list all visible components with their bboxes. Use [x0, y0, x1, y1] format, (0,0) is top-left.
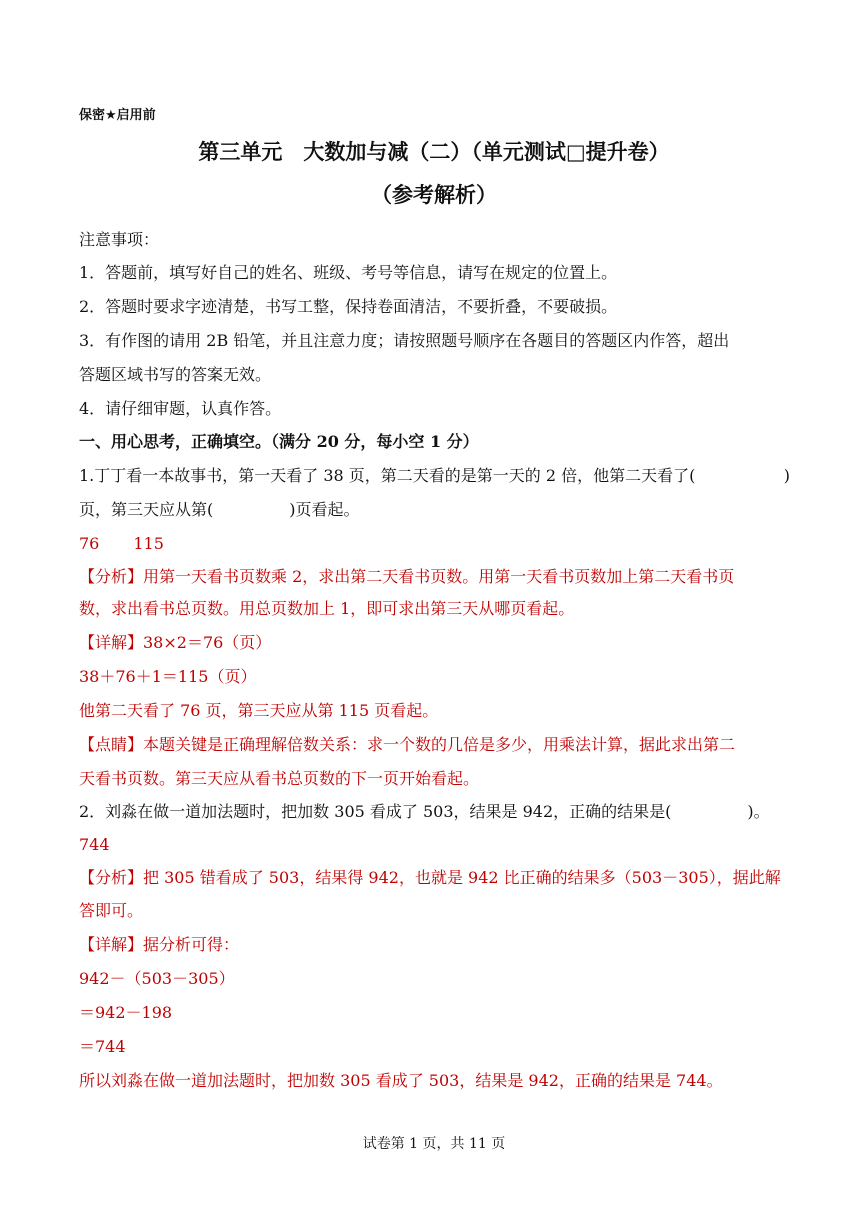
- question-1-stem: [79, 465, 790, 487]
- question-1-stem-part-b: )页看起。: [289, 500, 360, 519]
- page-footer: 试卷第 1 页，共 11 页: [362, 1136, 506, 1152]
- note-item-3: 3．有作图的请用 2B 铅笔，并且注意力度；请按照题号顺序在各题目的答题区内作答，超出: [79, 331, 730, 350]
- note-item-1: 1．答题前，填写好自己的姓名、班级、考号等信息，请写在规定的位置上。: [79, 263, 618, 282]
- question-2-answer: 744: [79, 835, 110, 854]
- question-2-stem-close: )。: [747, 802, 770, 821]
- question-1-stem-close: ): [783, 466, 790, 485]
- question-2-analysis-cont: 答即可。: [79, 901, 144, 920]
- confidential-mark: 保密★启用前: [79, 108, 156, 123]
- answer-value: 115: [133, 534, 164, 553]
- question-2-detail: 【详解】据分析可得：: [79, 935, 240, 954]
- question-1-detail-step: 38＋76＋1＝115（页）: [79, 667, 257, 686]
- page-subtitle: （参考解析）: [371, 183, 497, 207]
- question-2-stem-text: 2．刘淼在做一道加法题时，把加数 305 看成了 503，结果是 942，正确的结果是(: [79, 802, 672, 821]
- question-1-stem-cont: [79, 499, 790, 521]
- note-item-2: 2．答题时要求字迹清楚，书写工整，保持卷面清洁，不要折叠，不要破损。: [79, 297, 618, 316]
- notes-heading: 注意事项：: [79, 230, 160, 249]
- question-2-detail-step-2: ＝942－198: [79, 1003, 173, 1022]
- page-title: 第三单元 大数加与减（二）（单元测试□提升卷）: [198, 140, 670, 164]
- question-1-detail-result: 他第二天看了 76 页，第三天应从第 115 页看起。: [79, 701, 439, 720]
- question-1-stem-part-a: 页，第三天应从第(: [79, 500, 214, 519]
- question-2-analysis: 【分析】把 305 错看成了 503，结果得 942，也就是 942 比正确的结果多（503－305），据此解: [79, 868, 781, 887]
- question-1-comment: 【点睛】本题关键是正确理解倍数关系：求一个数的几倍是多少，用乘法计算，据此求出第二: [79, 735, 736, 754]
- note-item-4: 4．请仔细审题，认真作答。: [79, 399, 282, 418]
- question-1-analysis: 【分析】用第一天看书页数乘 2，求出第二天看书页数。用第一天看书页数加上第二天看书页: [79, 567, 735, 586]
- section-heading: 一、用心思考，正确填空。（满分 20 分，每小空 1 分）: [79, 432, 479, 451]
- question-2-detail-step-3: ＝744: [79, 1037, 126, 1056]
- question-2-detail-step-1: 942－（503－305）: [79, 969, 235, 988]
- question-1-stem-text: 1.丁丁看一本故事书，第一天看了 38 页，第二天看的是第一天的 2 倍，他第二天看了(: [79, 466, 696, 485]
- answer-value: 76: [79, 534, 100, 553]
- question-1-analysis-cont: 数，求出看书总页数。用总页数加上 1，即可求出第三天从哪页看起。: [79, 599, 575, 618]
- question-1-comment-cont: 天看书页数。第三天应从看书总页数的下一页开始看起。: [79, 769, 480, 788]
- question-1-answers: [79, 533, 790, 555]
- question-2-stem: [79, 801, 790, 823]
- question-1-detail: 【详解】38×2＝76（页）: [79, 633, 272, 652]
- question-2-conclusion: 所以刘淼在做一道加法题时，把加数 305 看成了 503，结果是 942，正确的结果是 744。: [79, 1071, 723, 1090]
- note-item-3-cont: 答题区域书写的答案无效。: [79, 365, 272, 384]
